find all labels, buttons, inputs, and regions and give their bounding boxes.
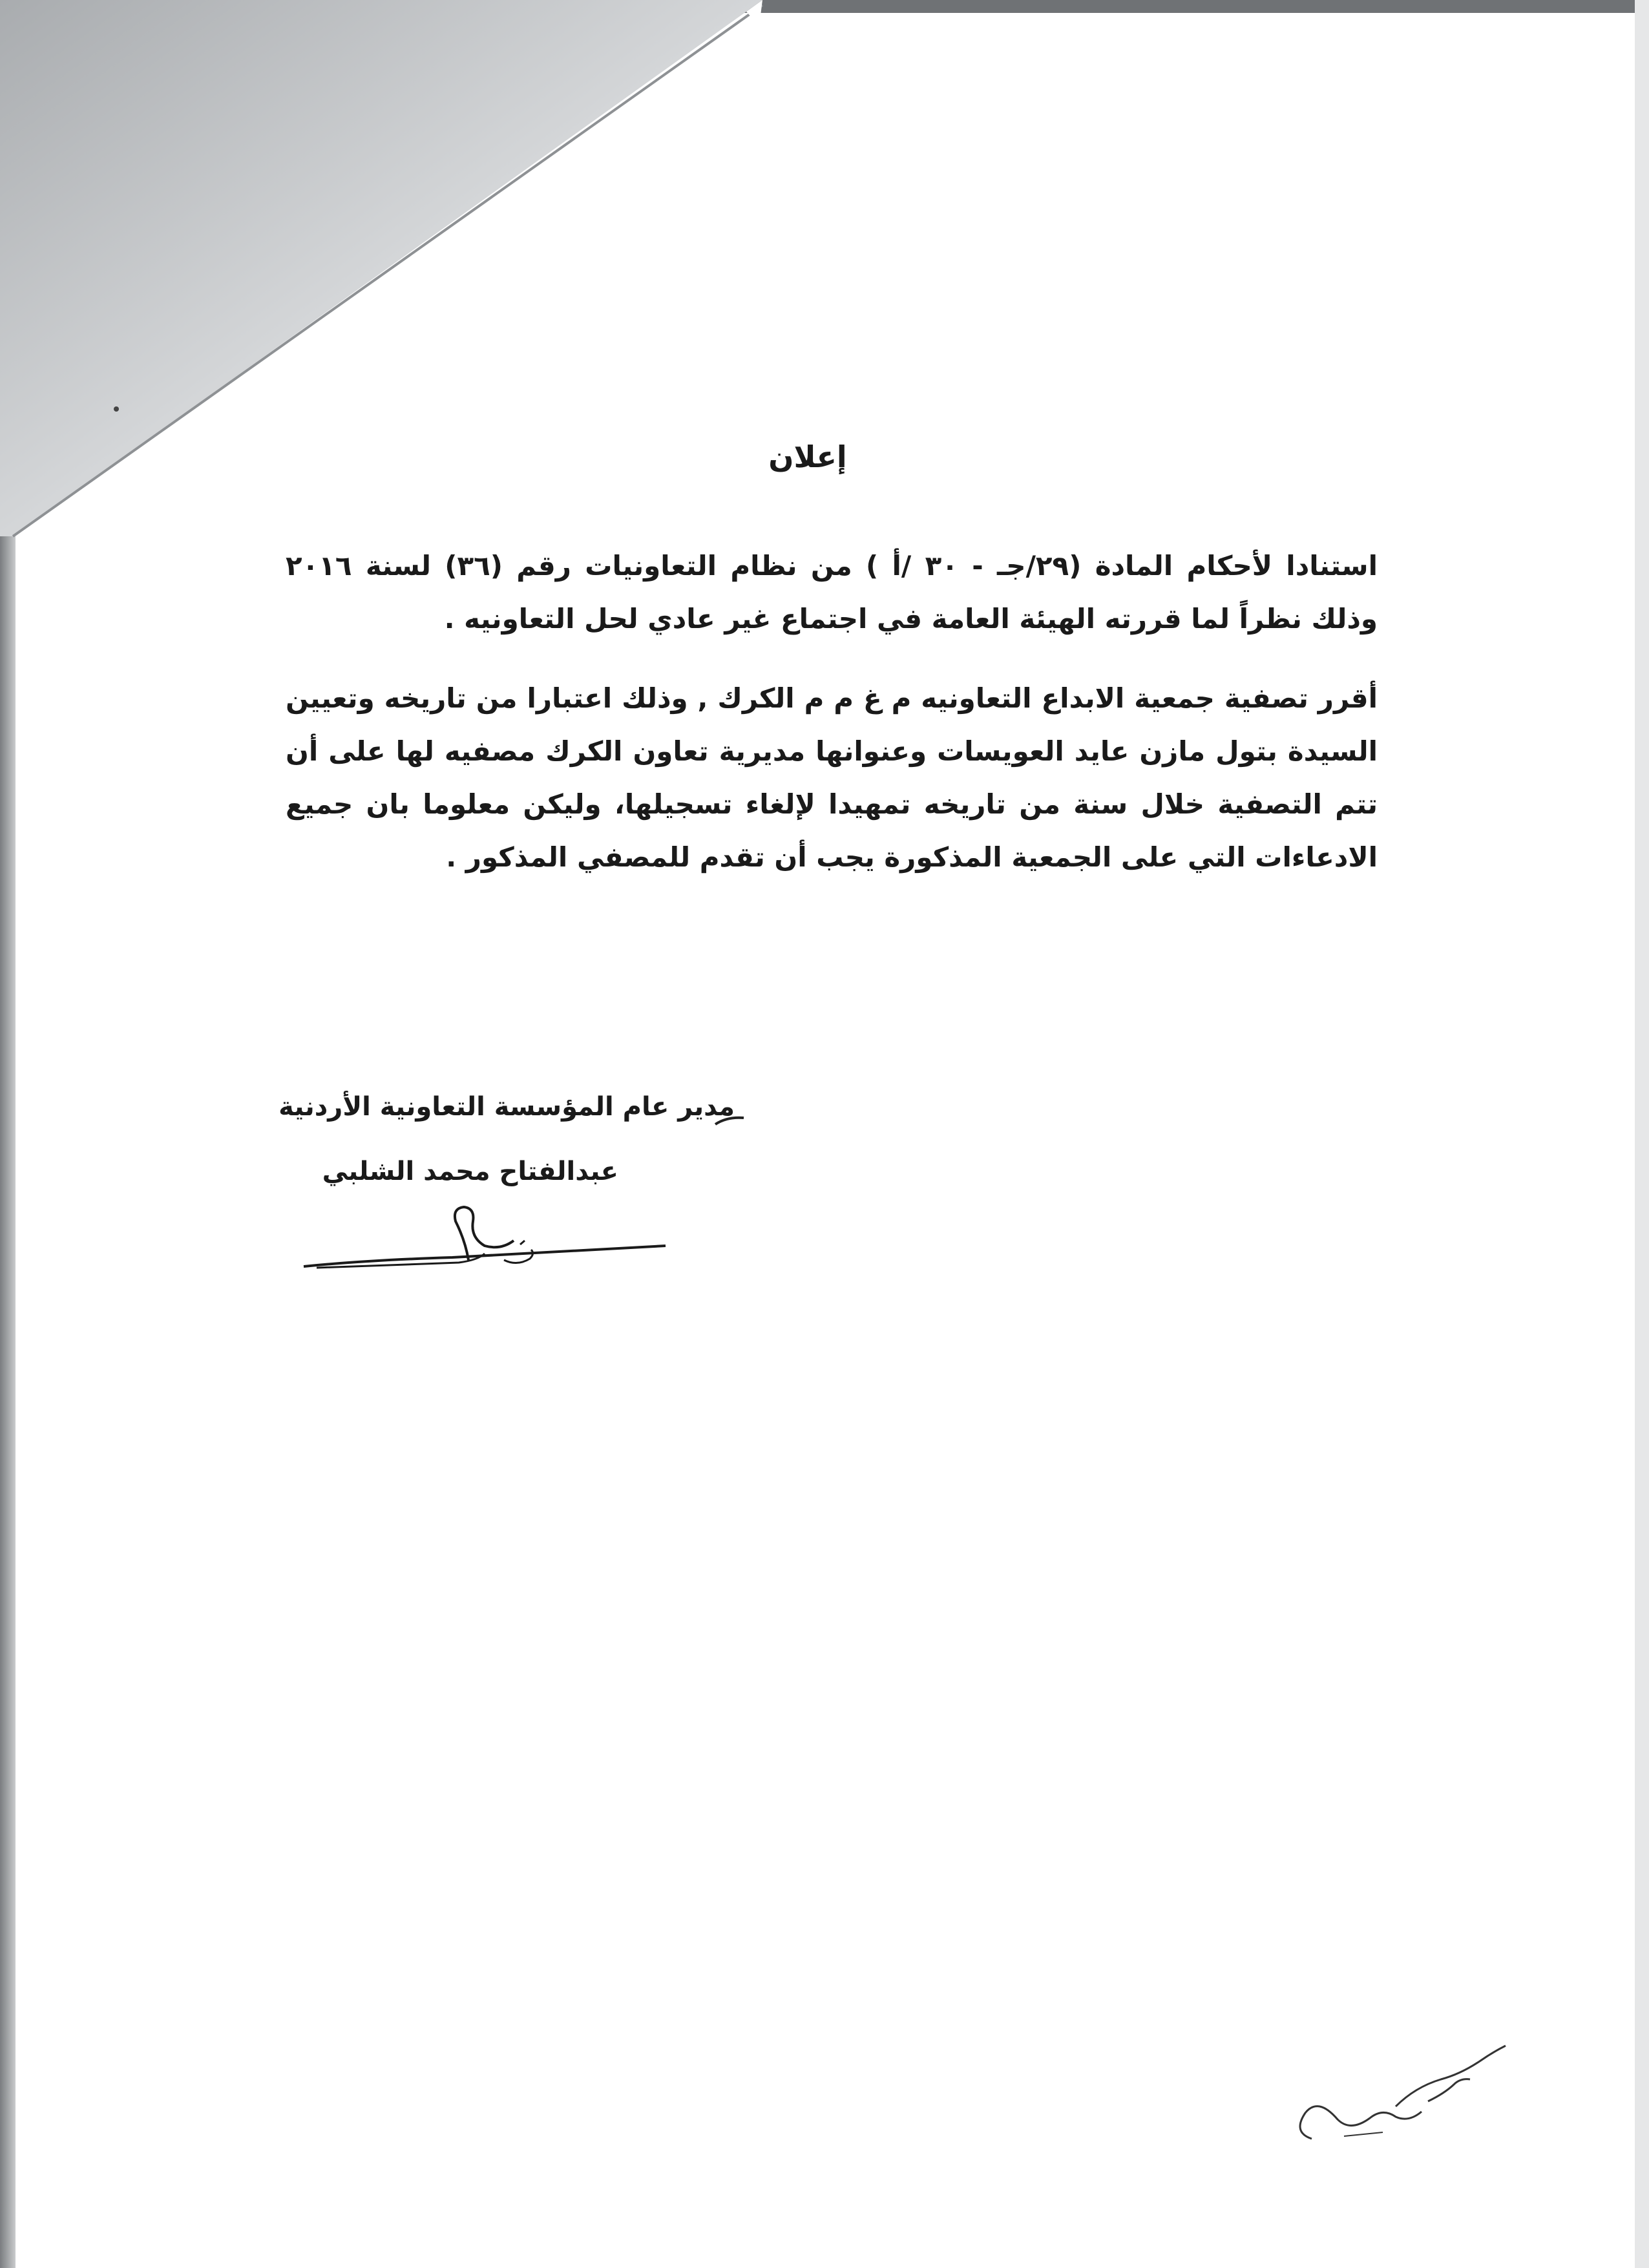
announcement-paragraph-1: استنادا لأحكام المادة (٢٩/جـ - ٣٠ /أ ) من نظام التعاونيات رقم (٣٦) لسنة ٢٠١٦ وذلك نظراً لما قررته الهيئة العامة في اجتماع غير عادي لحل التعاونيه . (286, 550, 1378, 635)
signatory-name: عبدالفتاح محمد الشلبي (322, 1157, 618, 1186)
announcement-title: إعلان (768, 439, 847, 474)
handwritten-signature (291, 1195, 678, 1279)
signatory-position: مدير عام المؤسسة التعاونية الأردنية (278, 1092, 735, 1122)
announcement-paragraph-2: أقرر تصفية جمعية الابداع التعاونيه م غ م م الكرك , وذلك اعتبارا من تاريخه وتعيين السيدة بتول مازن عايد العويسات وعنوانها مديرية تعاون الكرك مصفيه لها على أن تتم التصفية خلال سنة من تاريخه تمهيدا لإلغاء تسجيلها، وليكن معلوما بان جميع الادعاءات التي على الجمعية المذكورة يجب أن تقدم للمصفي المذكور . (286, 682, 1378, 873)
initials-mark (1286, 2042, 1518, 2145)
